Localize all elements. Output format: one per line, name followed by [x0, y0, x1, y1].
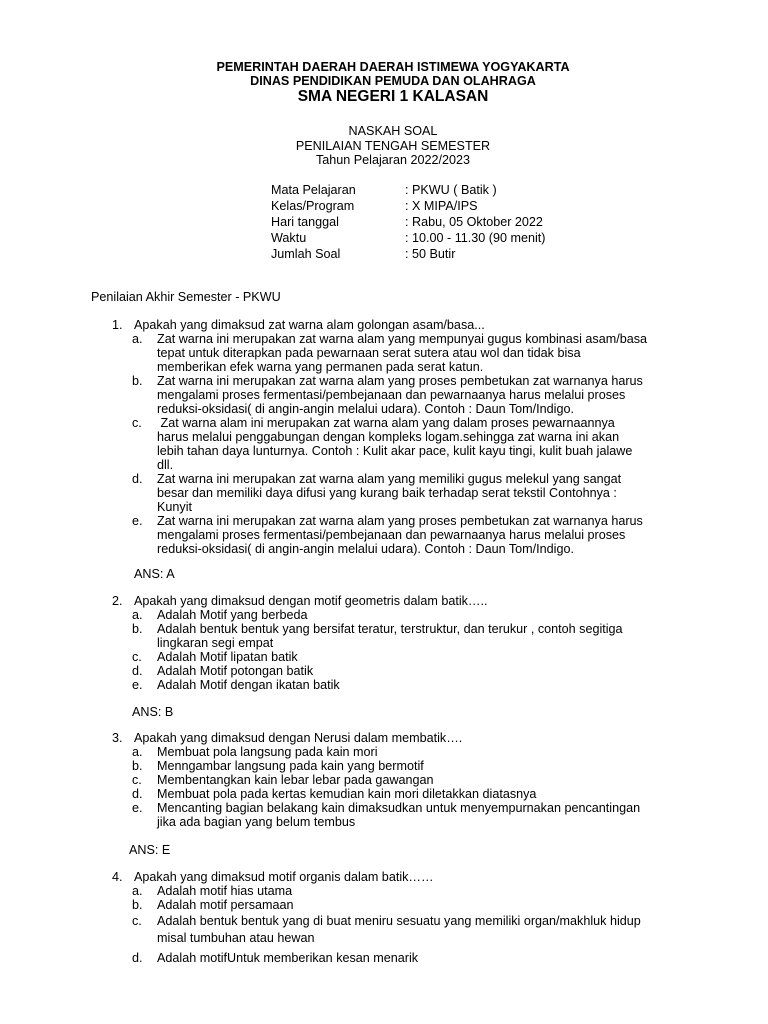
- option-d: [132, 664, 712, 678]
- option-c: [132, 416, 712, 472]
- option-line: Membuat pola langsung pada kain mori: [157, 745, 378, 759]
- option-a: [132, 884, 712, 898]
- info-value: : Rabu, 05 Oktober 2022: [405, 215, 543, 229]
- option-e: [132, 514, 712, 556]
- option-letter: b.: [132, 898, 143, 912]
- option-line: dll.: [157, 458, 174, 472]
- option-b: [132, 759, 712, 773]
- option-line: Menngambar langsung pada kain yang bermotif: [157, 759, 424, 773]
- option-line: Zat warna ini merupakan zat warna alam yang proses pembetukan zat warnanya harus: [157, 514, 643, 528]
- option-b: [132, 898, 712, 913]
- option-line: memberikan efek warna yang permanen pada serat katun.: [157, 360, 484, 374]
- info-value: : PKWU ( Batik ): [405, 183, 497, 197]
- option-line: tepat untuk diterapkan pada pewarnaan serat sutera atau wol dan tidak bisa: [157, 346, 581, 360]
- option-line: Adalah bentuk bentuk yang bersifat teratur, terstruktur, dan terukur , contoh segitiga: [157, 622, 623, 636]
- option-line: Adalah motifUntuk memberikan kesan menarik: [157, 951, 419, 965]
- option-line: reduksi-oksidasi( di angin-angin melalui udara). Contoh : Daun Tom/Indigo.: [157, 402, 574, 416]
- option-line: Zat warna ini merupakan zat warna alam yang mempunyai gugus kombinasi asam/basa: [157, 332, 648, 346]
- option-letter: a.: [132, 884, 143, 898]
- option-list: [132, 332, 712, 556]
- option-c: [132, 650, 712, 664]
- header-government: PEMERINTAH DAERAH DAERAH ISTIMEWA YOGYAKARTA: [216, 60, 570, 74]
- option-line: Mencanting bagian belakang kain dimaksudkan untuk menyempurnakan pencantingan: [157, 801, 641, 815]
- option-letter: d.: [132, 787, 143, 801]
- option-line: Membuat pola pada kertas kemudian kain mori diletakkan diatasnya: [157, 787, 537, 801]
- option-line: jika ada bagian yang belum tembus: [157, 815, 356, 829]
- option-line: Adalah Motif lipatan batik: [157, 650, 298, 664]
- option-a: [132, 608, 712, 622]
- header-school: SMA NEGERI 1 KALASAN: [297, 88, 489, 105]
- option-letter: b.: [132, 759, 143, 773]
- question-number: 4.: [112, 870, 123, 884]
- option-line: Zat warna alam ini merupakan zat warna alam yang dalam proses pewarnaannya: [157, 416, 615, 430]
- option-c: [132, 913, 712, 947]
- option-letter: d.: [132, 664, 143, 678]
- option-line: besar dan memiliki daya difusi yang kurang baik terhadap serat tekstil Contohnya :: [157, 486, 617, 500]
- option-letter: c.: [132, 773, 142, 787]
- option-d: [132, 472, 712, 514]
- title-year: Tahun Pelajaran 2022/2023: [315, 153, 471, 168]
- info-key: Waktu: [271, 231, 307, 245]
- option-list: [132, 884, 712, 965]
- answer-2: ANS: B: [132, 705, 174, 719]
- question-number: 3.: [112, 731, 123, 745]
- question-number: 2.: [112, 594, 123, 608]
- option-letter: e.: [132, 801, 143, 815]
- option-letter: b.: [132, 622, 143, 636]
- option-b: [132, 622, 712, 650]
- info-key: Kelas/Program: [271, 199, 355, 213]
- option-line: Zat warna ini merupakan zat warna alam yang proses pembetukan zat warnanya harus: [157, 374, 643, 388]
- option-line: Adalah motif hias utama: [157, 884, 293, 898]
- option-line: Adalah Motif dengan ikatan batik: [157, 678, 340, 692]
- option-c: [132, 773, 712, 787]
- question-text: Apakah yang dimaksud zat warna alam golongan asam/basa...: [134, 318, 485, 332]
- option-a: [132, 332, 712, 374]
- title-exam: PENILAIAN TENGAH SEMESTER: [295, 138, 491, 153]
- option-line: lingkaran segi empat: [157, 636, 274, 650]
- question-text: Apakah yang dimaksud dengan Nerusi dalam membatik….: [134, 731, 463, 745]
- option-letter: e.: [132, 514, 143, 528]
- option-line: Adalah Motif yang berbeda: [157, 608, 308, 622]
- option-letter: c.: [132, 416, 142, 430]
- option-letter: b.: [132, 374, 143, 388]
- option-e: [132, 801, 712, 829]
- option-line: Adalah Motif potongan batik: [157, 664, 314, 678]
- option-letter: c.: [132, 650, 142, 664]
- question-text: Apakah yang dimaksud motif organis dalam batik……: [134, 870, 434, 884]
- option-letter: e.: [132, 678, 143, 692]
- title-naskah: NASKAH SOAL: [348, 124, 438, 138]
- answer-3: ANS: E: [129, 843, 171, 857]
- question-text: Apakah yang dimaksud dengan motif geometris dalam batik…..: [134, 594, 488, 608]
- option-e: [132, 678, 712, 692]
- option-line: Adalah bentuk bentuk yang di buat meniru sesuatu yang memiliki organ/makhluk hidup: [157, 914, 641, 928]
- document-header: [0, 60, 768, 106]
- info-row: [271, 214, 545, 230]
- option-letter: d.: [132, 472, 143, 486]
- option-letter: a.: [132, 608, 143, 622]
- info-key: Jumlah Soal: [271, 247, 341, 261]
- info-value: : 10.00 - 11.30 (90 menit): [405, 231, 546, 245]
- option-list: [132, 745, 712, 829]
- option-letter: c.: [132, 914, 142, 928]
- option-a: [132, 745, 712, 759]
- option-line: harus melalui penggabungan dengan kompleks logam.sehingga zat warna ini akan: [157, 430, 620, 444]
- document-title: [0, 124, 768, 168]
- info-key: Mata Pelajaran: [271, 183, 356, 197]
- option-line: mengalami proses fermentasi/pembejanaan dan pewarnaanya harus melalui proses: [157, 528, 626, 542]
- info-row: [271, 182, 545, 198]
- option-list: [132, 608, 712, 692]
- header-department: DINAS PENDIDIKAN PEMUDA DAN OLAHRAGA: [250, 74, 536, 88]
- section-title: Penilaian Akhir Semester - PKWU: [91, 290, 281, 304]
- option-d: [132, 787, 712, 801]
- info-key: Hari tanggal: [271, 215, 339, 229]
- option-letter: a.: [132, 332, 143, 346]
- option-letter: a.: [132, 745, 143, 759]
- info-value: : X MIPA/IPS: [405, 199, 478, 213]
- option-line: Membentangkan kain lebar lebar pada gawangan: [157, 773, 434, 787]
- option-line: misal tumbuhan atau hewan: [157, 931, 315, 945]
- info-row: [271, 198, 545, 214]
- option-line: mengalami proses fermentasi/pembejanaan dan pewarnaanya harus melalui proses: [157, 388, 626, 402]
- option-line: Adalah motif persamaan: [157, 898, 294, 912]
- option-line: lebih tahan daya lunturnya. Contoh : Kulit akar pace, kulit kayu tingi, kulit buah jalawe: [157, 444, 633, 458]
- option-line: Zat warna ini merupakan zat warna alam yang memiliki gugus melekul yang sangat: [157, 472, 622, 486]
- info-value: : 50 Butir: [405, 247, 456, 261]
- question-number: 1.: [112, 318, 123, 332]
- option-b: [132, 374, 712, 416]
- option-line: reduksi-oksidasi( di angin-angin melalui udara). Contoh : Daun Tom/Indigo.: [157, 542, 574, 556]
- option-line: Kunyit: [157, 500, 193, 514]
- info-row: [271, 230, 545, 246]
- exam-info: [271, 182, 545, 262]
- answer-1: ANS: A: [134, 567, 175, 581]
- option-letter: d.: [132, 951, 143, 965]
- info-row: [271, 246, 545, 262]
- option-d: [132, 951, 712, 965]
